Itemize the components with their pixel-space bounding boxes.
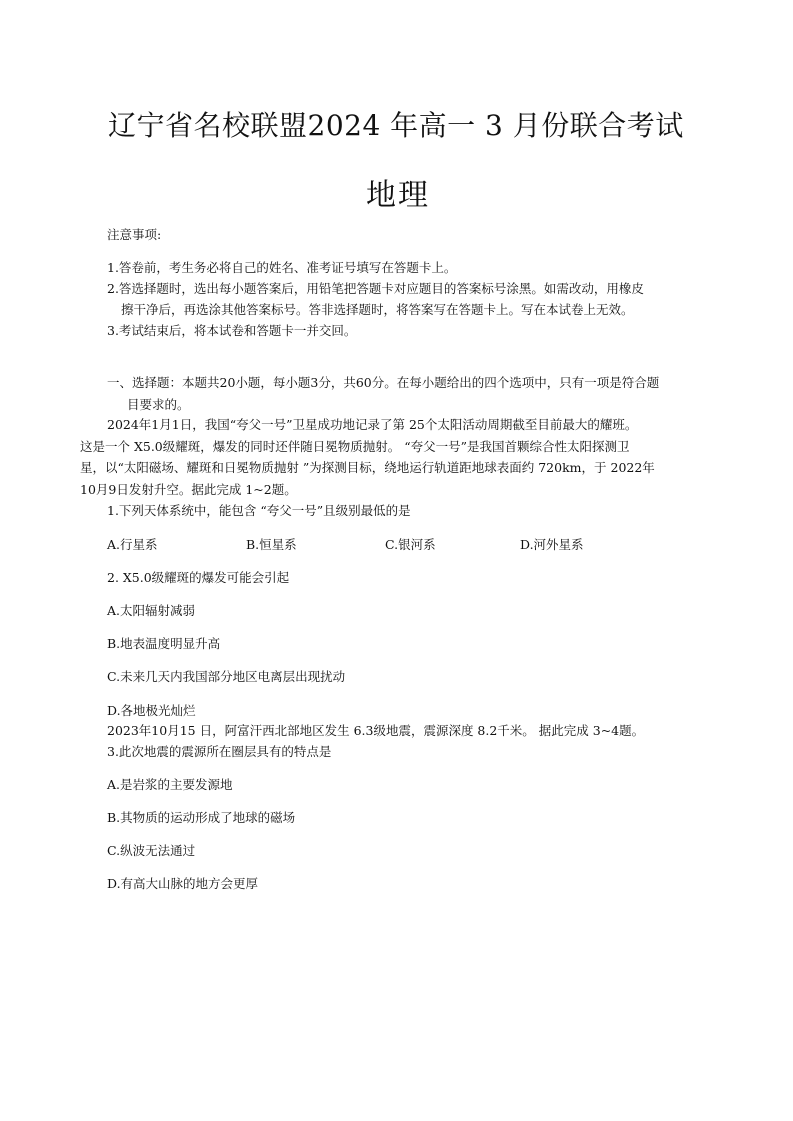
passage-line: 10月9日发射升空。据此完成 1~2题。 [80, 482, 297, 497]
page-title: 辽宁省名校联盟2024 年高一 3 月份联合考试 [108, 109, 684, 142]
question-1-option-a: A.行星系 [107, 537, 158, 552]
question-2-option-b: B.地表温度明显升高 [107, 636, 221, 651]
question-3-option-b: B.其物质的运动形成了地球的磁场 [107, 810, 296, 825]
notice-heading: 注意事项: [107, 227, 162, 242]
question-1-option-d: D.河外星系 [520, 537, 584, 552]
section-intro-cont: 目要求的。 [127, 397, 190, 412]
question-3-option-c: C.纵波无法通过 [107, 843, 196, 858]
question-2-option-c: C.未来几天内我国部分地区电离层出现扰动 [107, 669, 346, 684]
notice-item-2-cont: 擦干净后，再选涂其他答案标号。答非选择题时，将答案写在答题卡上。写在本试卷上无效。 [121, 302, 634, 317]
passage-line: 星，以“太阳磁场、耀斑和日冕物质抛射 ”为探测目标，绕地运行轨道距地球表面约 720km，于 2022年 [80, 460, 655, 475]
section-intro: 一、选择题：本题共20小题，每小题3分，共60分。在每小题给出的四个选项中，只有一项是符合题 [107, 375, 660, 390]
passage-line: 2024年1月1日，我国“夸父一号”卫星成功地记录了第 25个太阳活动周期截至目前最大的耀班。 [107, 417, 638, 432]
passage-line: 这是一个 X5.0级耀斑，爆发的同时还伴随日冕物质抛射。 “夸父一号”是我国首颗综合性太阳探测卫 [80, 439, 630, 454]
question-3-option-a: A.是岩浆的主要发源地 [107, 777, 233, 792]
notice-item-1: 1.答卷前，考生务必将自己的姓名、准考证号填写在答题卡上。 [107, 260, 457, 275]
question-1-option-c: C.银河系 [385, 537, 436, 552]
question-2-option-d: D.各地极光灿烂 [107, 703, 196, 718]
question-2-stem: 2. X5.0级耀斑的爆发可能会引起 [107, 570, 290, 585]
question-2-option-a: A.太阳辐射减弱 [107, 603, 196, 618]
question-3-stem: 3.此次地震的震源所在圈层具有的特点是 [107, 744, 332, 759]
notice-item-3: 3.考试结束后，将本试卷和答题卡一并交回。 [107, 323, 357, 338]
question-1-stem: 1.下列天体系统中，能包含 “夸父一号”且级别最低的是 [107, 503, 411, 518]
subject-title: 地理 [366, 178, 430, 213]
passage-2-line: 2023年10月15 日，阿富汗西北部地区发生 6.3级地震，震源深度 8.2千米。 据此完成 3~4题。 [107, 723, 645, 738]
notice-item-2: 2.答选择题时，选出每小题答案后，用铅笔把答题卡对应题目的答案标号涂黑。如需改动，用橡皮 [107, 281, 644, 296]
question-3-option-d: D.有高大山脉的地方会更厚 [107, 876, 259, 891]
question-1-option-b: B.恒星系 [246, 537, 297, 552]
